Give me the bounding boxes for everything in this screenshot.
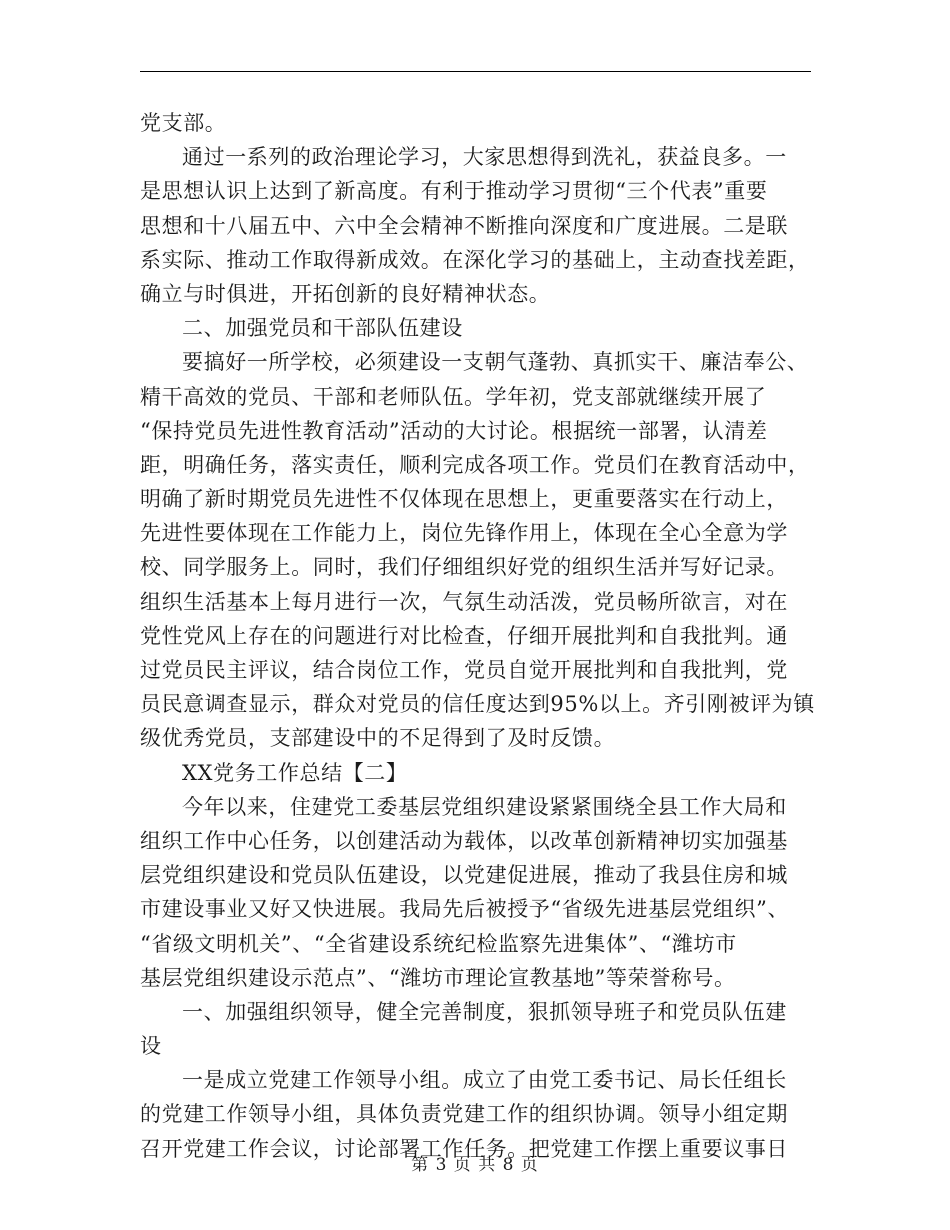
text-line: 一是成立党建工作领导小组。成立了由党工委书记、局长任组长 <box>182 1068 787 1093</box>
text-line: 级优秀党员，支部建设中的不足得到了及时反馈。 <box>140 726 616 751</box>
text-line: 党支部。 <box>140 111 227 135</box>
text-line: 过党员民主评议，结合岗位工作，党员自觉开展批判和自我批判，党 <box>140 658 788 682</box>
text-line: 二、加强党员和干部队伍建设 <box>182 316 463 341</box>
text-line: 组织工作中心任务，以创建活动为载体，以改革创新精神切实加强基 <box>140 828 788 853</box>
text-line: 是思想认识上达到了新高度。有利于推动学习贯彻“三个代表”重要 <box>140 179 768 204</box>
text-line: 确立与时俱进，开拓创新的良好精神状态。 <box>140 281 551 306</box>
text-line: 设 <box>140 1034 162 1059</box>
text-line: 明确了新时期党员先进性不仅体现在思想上，更重要落实在行动上， <box>140 487 788 512</box>
text-line: 层党组织建设和党员队伍建设，以党建促进展，推动了我县住房和城 <box>140 863 788 888</box>
text-line: “保持党员先进性教育活动”活动的大讨论。根据统一部署，认清差 <box>140 418 768 443</box>
text-line: 通过一系列的政治理论学习，大家思想得到洗礼，获益良多。一 <box>182 145 787 170</box>
text-line: 要搞好一所学校，必须建设一支朝气蓬勃、真抓实干、廉洁奉公、 <box>182 350 809 375</box>
text-line: 基层党组织建设示范点”、“潍坊市理论宣教基地”等荣誉称号。 <box>140 965 736 990</box>
header-rule <box>140 71 811 72</box>
text-line: 距，明确任务，落实责任，顺利完成各项工作。党员们在教育活动中， <box>140 452 810 477</box>
text-line: 先进性要体现在工作能力上，岗位先锋作用上，体现在全心全意为学 <box>140 521 788 546</box>
text-line: 的党建工作领导小组，具体负责党建工作的组织协调。领导小组定期 <box>140 1102 788 1127</box>
text-line: 系实际、推动工作取得新成效。在深化学习的基础上，主动查找差距， <box>140 247 810 272</box>
document-body <box>140 106 815 1166</box>
text-line: 组织生活基本上每月进行一次，气氛生动活泼，党员畅所欲言，对在 <box>140 589 788 614</box>
text-line: 员民意调查显示，群众对党员的信任度达到95%以上。齐引刚被评为镇 <box>140 692 815 717</box>
text-line: 精干高效的党员、干部和老师队伍。学年初，党支部就继续开展了 <box>140 384 767 409</box>
text-line: 今年以来，住建党工委基层党组织建设紧紧围绕全县工作大局和 <box>182 794 787 819</box>
text-line: 召开党建工作会议，讨论部署工作任务。把党建工作摆上重要议事日 <box>140 1136 788 1161</box>
text-line: 校、同学服务上。同时，我们仔细组织好党的组织生活并写好记录。 <box>140 555 788 580</box>
text-line: 一、加强组织领导，健全完善制度，狠抓领导班子和党员队伍建 <box>182 999 787 1024</box>
text-line: “省级文明机关”、“全省建设系统纪检监察先进集体”、“潍坊市 <box>140 931 737 956</box>
text-line: 党性党风上存在的问题进行对比检查，仔细开展批判和自我批判。通 <box>140 623 788 648</box>
page-number-footer: 第 3 页 共 8 页 <box>411 1155 539 1175</box>
text-line: 思想和十八届五中、六中全会精神不断推向深度和广度进展。二是联 <box>140 213 788 238</box>
text-line: 市建设事业又好又快进展。我局先后被授予“省级先进基层党组织”、 <box>140 897 790 922</box>
text-line: XX党务工作总结【二】 <box>182 760 408 785</box>
